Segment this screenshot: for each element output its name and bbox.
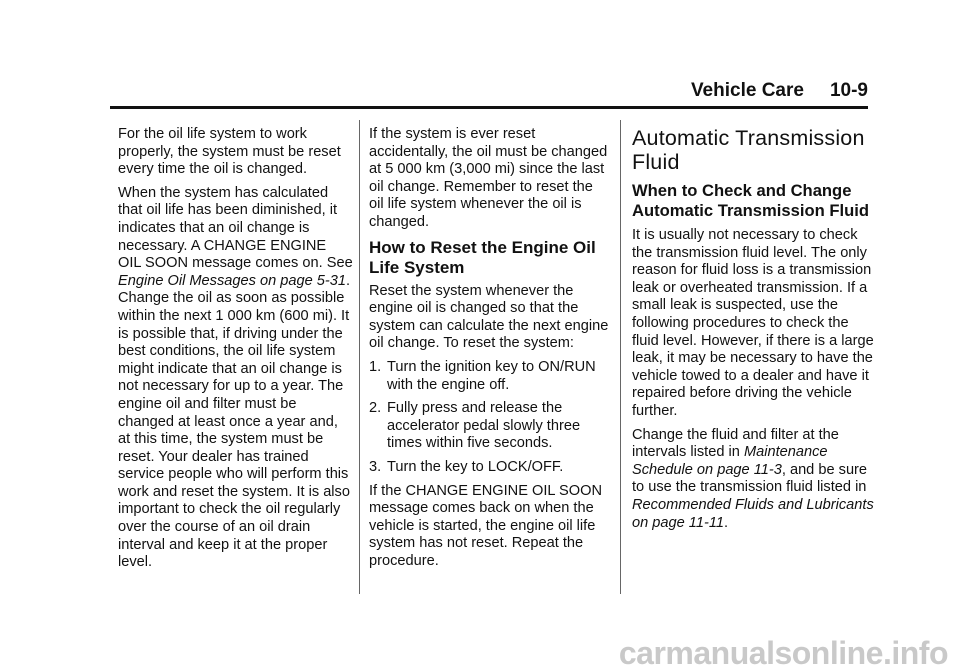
list-item xyxy=(369,400,611,453)
list-item xyxy=(369,359,611,394)
subsection-heading: When to Check and Change Automatic Transmission Fluid xyxy=(632,181,869,220)
section-title: Automatic Transmission Fluid xyxy=(632,126,865,174)
page-header xyxy=(110,80,868,109)
section-title: Vehicle Care xyxy=(690,80,804,101)
column-divider-2 xyxy=(620,120,621,594)
section-heading: How to Reset the Engine Oil Life System xyxy=(369,237,596,277)
paragraph xyxy=(118,185,353,572)
paragraph xyxy=(632,427,877,533)
column-divider-1 xyxy=(359,120,360,594)
column-3 xyxy=(632,126,877,538)
cross-reference-link[interactable]: Recommended Fluids and Lubricants on page 11‑11 xyxy=(632,496,874,531)
text-run: . xyxy=(723,514,729,531)
cross-reference-link[interactable]: Maintenance Schedule on page 11‑3 xyxy=(632,444,828,478)
paragraph: If the CHANGE ENGINE OIL SOON message comes back on when the vehicle is started, the engine oil life system has not reset. Repeat the procedure. xyxy=(369,482,603,569)
column-2 xyxy=(369,126,611,576)
watermark: carmanualsonline.info xyxy=(618,635,948,671)
steps-list xyxy=(369,359,611,477)
step-text: Turn the ignition key to ON/RUN with the engine off. xyxy=(387,358,596,393)
text-run: , and be sure to use the transmission fluid listed in xyxy=(632,461,868,496)
column-1 xyxy=(118,126,353,578)
step-number: 1. xyxy=(369,358,382,375)
step-text: Fully press and release the accelerator pedal slowly three times within five seconds. xyxy=(387,400,581,452)
cross-reference-link[interactable]: Engine Oil Messages on page 5‑31 xyxy=(118,272,346,289)
step-text: Turn the key to LOCK/OFF. xyxy=(387,458,564,475)
text-run: . Change the oil as soon as possible within the next 1 000 km (600 mi). It is possible that, if driving under the best conditions, the oil life system might indicate that an oil change is not necessary for up to a year. The engine oil and filter must be changed at least once a year and, at this time, the system must be reset. Your dealer has trained service people who will perform this work and reset the system. It is also important to check the oil regularly over the course of an oil drain interval and keep it at the proper level. xyxy=(118,272,351,571)
step-number: 3. xyxy=(369,458,382,475)
paragraph: It is usually not necessary to check the transmission fluid level. The only reason for fluid loss is a transmission leak or overheated transmission. If a small leak is suspected, use the following procedures to check the fluid level. However, if there is a large leak, it may be necessary to have the vehicle towed to a dealer and have it repaired before driving the vehicle further. xyxy=(632,227,874,419)
list-item xyxy=(369,459,611,477)
step-number: 2. xyxy=(369,400,382,417)
paragraph: If the system is ever reset accidentally, the oil must be changed at 5 000 km (3,000 mi) since the last oil change. Remember to reset the oil life system whenever the oil is changed. xyxy=(369,126,608,230)
text-run: Change the fluid and filter at the intervals listed in xyxy=(632,426,839,461)
page-number: 10-9 xyxy=(829,80,868,101)
paragraph: Reset the system whenever the engine oil is changed so that the system can calculate the next engine oil change. To reset the system: xyxy=(369,282,609,352)
header-text xyxy=(691,80,868,102)
paragraph: For the oil life system to work properly, the system must be reset every time the oil is changed. xyxy=(118,126,341,178)
text-run: When the system has calculated that oil life has been diminished, it indicates that an oil change is necessary. A CHANGE ENGINE OIL SOON message comes on. See xyxy=(118,184,353,272)
